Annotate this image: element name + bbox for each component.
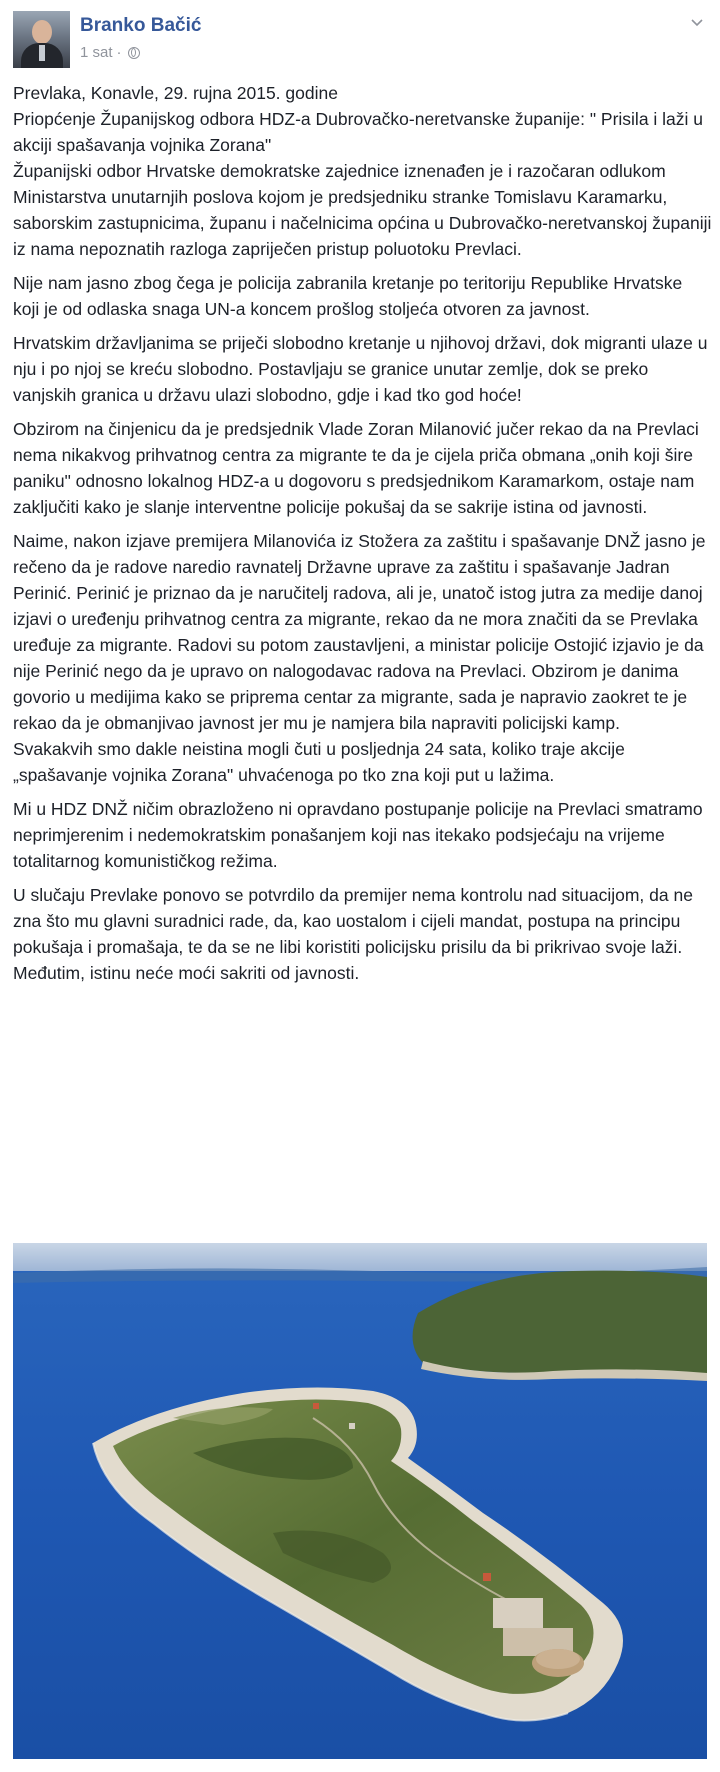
post-time[interactable]: 1 sat: [80, 44, 113, 61]
post-paragraph: Svakakvih smo dakle neistina mogli čuti u posljednja 24 sata, koliko traje akcije „spašavanje vojnika Zorana" uhvaćenoga po tko zna koji put u lažima.: [13, 739, 625, 785]
prevlaka-aerial-image: [13, 1243, 707, 1759]
post-paragraph: Mi u HDZ DNŽ ničim obrazloženo ni opravdano postupanje policije na Prevlaci smatramo neprimjerenim i nedemokratskim ponašanjem koji nas itekako podsjećaju na vrijeme totalitarnog komunističkog režima.: [13, 799, 703, 871]
post-paragraph: Hrvatskim državljanima se priječi slobodno kretanje u njihovoj državi, dok migranti ulaze u nju i po njoj se kreću slobodno. Postavljaju se granice unutar zemlje, dok se preko vanjskih granica u državu ulazi slobodno, gdje i kad tko god hoće!: [13, 333, 708, 405]
post-paragraph: Nije nam jasno zbog čega je policija zabranila kretanje po teritoriju Republike Hrvatske koji je od odlaska snaga UN-a koncem prošlog stoljeća otvoren za javnost.: [13, 273, 683, 319]
post-paragraph: Naime, nakon izjave premijera Milanovića iz Stožera za zaštitu i spašavanje DNŽ jasno je rečeno da je radove naredio ravnatelj Državne uprave za zaštitu i spašavanje Jadran Perinić. Perinić je priznao da je naručitelj radova, ali je, unatoč istog jutra za medije danoj izjavi o uređenju prihvatnog centra za migrante, rekao da ne mora značiti da se Prevlaka uređuje za migrante. Radovi su potom zaustavljeni, a ministar policije Ostojić izjavio je da nije Perinić nego da je upravo on nalogodavac radova na Prevlaci. Obzirom je danima govorio u medijima kako se priprema centar za migrante, sada je napravio zaokret te je rekao da je obmanjivao javnost jer mu je namjera bila napraviti policijski kamp.: [13, 531, 706, 733]
post-header: [13, 11, 707, 69]
author-name[interactable]: Branko Bačić: [80, 15, 202, 36]
post-photo[interactable]: [13, 1243, 707, 1759]
post-paragraph: Obzirom na činjenicu da je predsjednik Vlade Zoran Milanović jučer rekao da na Prevlaci nema nikakvog prihvatnog centra za migrante te da je cijela priča obmana „onih koji šire paniku" odnosno lokalnog HDZ-a u dogovoru s predsjednikom Karamarkom, ostaje nam zaključiti kako je slanje interventne policije pokušaj da se sakrije istina od javnosti.: [13, 419, 699, 517]
post-paragraph: U slučaju Prevlake ponovo se potvrdilo da premijer nema kontrolu nad situacijom, da ne zna što mu glavni suradnici rade, da, kao uostalom i cijeli mandat, postupa na principu pokušaja i promašaja, te da se ne libi koristiti policijsku prisilu da bi prikrivao svoje laži. Međutim, istinu neće moći sakriti od javnosti.: [13, 885, 693, 983]
meta-separator: ·: [116, 44, 122, 61]
post-text: [13, 80, 713, 994]
chevron-down-icon[interactable]: [691, 17, 703, 29]
globe-icon[interactable]: [128, 47, 140, 59]
post-paragraph: Prevlaka, Konavle, 29. rujna 2015. godine Priopćenje Županijskog odbora HDZ-a Dubrovačko-neretvanske županije: " Prisila i laži u akciji spašavanja vojnika Zorana" Županijski odbor Hrvatske demokratske zajednice iznenađen je i razočaran odlukom Ministarstva unutarnjih poslova kojom je predsjedniku stranke Tomislavu Karamarku, saborskim zastupnicima, županu i načelnicima općina u Dubrovačko-neretvanskoj županiji iz nama nepoznatih razloga zapriječen pristup poluotoku Prevlaci.: [13, 83, 712, 259]
post-meta: [80, 44, 140, 61]
avatar[interactable]: [13, 11, 70, 68]
